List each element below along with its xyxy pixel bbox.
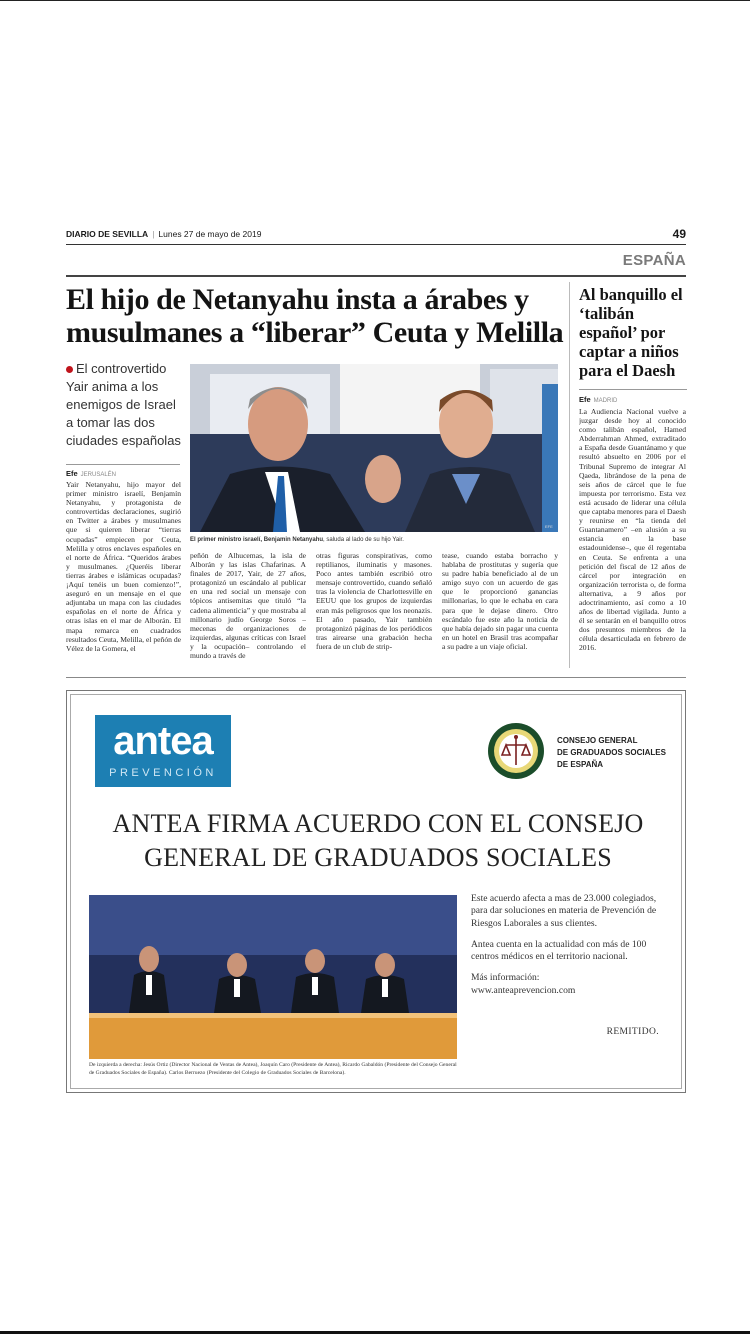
ad-photo xyxy=(89,895,457,1059)
article-byline xyxy=(66,469,116,478)
caption-bold: El primer ministro israelí, Benjamin Netanyahu xyxy=(190,537,324,543)
page-bottom-rule xyxy=(66,677,686,678)
issue-date: Lunes 27 de mayo de 2019 xyxy=(158,229,262,239)
page-header xyxy=(66,229,686,245)
sidebar-headline: Al banquillo el ‘talibán español’ por captar a niños para el Daesh xyxy=(579,285,683,380)
header-separator: | xyxy=(152,229,155,239)
sidebar-rule xyxy=(579,389,687,390)
advertisement-frame xyxy=(70,694,682,1089)
ad-photo-caption: De izquierda a derecha: Jesús Ortiz (Director Nacional de Ventas de Antea), Joaquín Caro (Presidente de Antea), Ricardo Gabaldón (Presidente del Consejo General de Graduados Sociales de España). Carlos Berruezo (Presidente del Colegio de Graduados Sociales de Barcelona). xyxy=(89,1062,457,1076)
consejo-line-1: CONSEJO GENERAL xyxy=(557,736,638,745)
logo-main-text: antea xyxy=(113,719,213,763)
ad-info-url[interactable]: www.anteaprevencion.com xyxy=(471,984,576,996)
byline-place: JERUSALÉN xyxy=(80,472,117,478)
article-photo xyxy=(190,364,558,532)
signing-photo-illustration xyxy=(89,895,457,1059)
ad-title-line-1: ANTEA FIRMA ACUERDO CON EL CONSEJO xyxy=(112,809,644,838)
remitido-label: REMITIDO. xyxy=(606,1027,659,1037)
sidebar-byline xyxy=(579,395,617,404)
top-edge xyxy=(0,0,750,1)
consejo-line-3: DE ESPAÑA xyxy=(557,760,604,769)
consejo-name xyxy=(557,735,677,771)
antea-logo xyxy=(95,715,231,787)
photo-caption xyxy=(190,537,558,543)
sidebar-byline-place: MADRID xyxy=(593,398,618,404)
byline-agency: Efe xyxy=(66,469,78,478)
article-column-2: peñón de Alhucemas, la isla de Alborán y las islas Chafarinas. A finales de 2017, Yair, de 27 años, protagonizó un escándalo al publicar en una red social un mensaje con tópicos antisemitas que tituló “la cadena alimenticia” y que mostraba al millonario judío George Soros –mecenas de organizaciones de izquierdas, algunas críticas con Israel y la ocupación– controlando el mundo a través de xyxy=(190,551,306,661)
ad-paragraph-1: Este acuerdo afecta a mas de 23.000 colegiados, para dar soluciones en materia de Prevención de Riesgos Laborales a sus clientes. xyxy=(471,893,657,929)
sidebar-byline-agency: Efe xyxy=(579,395,591,404)
subhead-text: El controvertido Yair anima a los enemigos de Israel a tomar las dos ciudades españolas xyxy=(66,361,181,448)
ad-info-label: Más información: xyxy=(471,972,540,984)
article-column-3: otras figuras conspirativas, como reptilianos, iluminatis y masones. Poco antes también escribió otro mensaje controvertido, cuando señaló tras la violencia de Charlottesville en EEUU que los grupos de izquierdas eran más peligrosos que los neonazis. El año pasado, Yair también protagonizó páginas de los periódicos tras airearse una grabación hecha fuera de un club de strip- xyxy=(316,551,432,651)
header-rule xyxy=(66,244,686,245)
caption-rest: , saluda al lado de su hijo Yair. xyxy=(323,537,404,543)
consejo-line-2: DE GRADUADOS SOCIALES xyxy=(557,748,666,757)
article-subhead xyxy=(66,360,184,450)
sidebar-body: La Audiencia Nacional vuelve a juzgar desde hoy al conocido como talibán español, Hamed Abderrahman Ahmed, extraditado a España desde Guantánamo y que resultó absuelto en 2006 por el Tribunal Supremo de integrar Al Qaeda, librándose de la pena de seis años de cárcel que le fue impuesta por terrorismo. Esta vez está acusado de liderar una célula que captaba menores para el Daesh y reunirse en “la tienda del Guantanamero” –en alusión a su estancia en la base estadounidense–, que él regentaba en Ceuta. Se enfrenta a una petición del fiscal de 12 años de cárcel por integración en organización terrorista o, de forma alternativa, a 9 años por adoctrinamiento, así como a 10 años de libertad vigilada. Junto a él se sentarán en el banquillo otros dos presuntos miembros de la célula desarticulada en febrero de 2016. xyxy=(579,407,686,653)
article-column-4: tease, cuando estaba borracho y hablaba de prostitutas y sugería que su padre había beneficiado al de un amigo suyo con un acuerdo de gas que le proporcionó ganancias millonarias, lo que le echaba en cara para que le dejase dinero. Otro escándalo fue este año la noticia de que había dejado sin pagar una cuenta en un hotel en Brasil tras acompañar a su padre a un viaje oficial. xyxy=(442,551,558,651)
photo-credit: EFE xyxy=(545,524,553,529)
ad-title-line-2: GENERAL DE GRADUADOS SOCIALES xyxy=(144,843,612,872)
section-rule xyxy=(66,275,686,277)
column-divider xyxy=(569,282,570,668)
bullet-dot-icon xyxy=(66,366,73,373)
newspaper-name: DIARIO DE SEVILLA xyxy=(66,229,149,239)
advertisement xyxy=(66,690,686,1093)
netanyahu-photo-illustration xyxy=(190,364,558,532)
main-headline: El hijo de Netanyahu insta a árabes y musulmanes a “liberar” Ceuta y Melilla xyxy=(66,283,564,349)
subhead-rule xyxy=(66,464,180,465)
section-label: ESPAÑA xyxy=(622,252,686,269)
article-column-1: Yair Netanyahu, hijo mayor del primer ministro israelí, Benjamín Netanyahu, y protagonista de controvertidas declaraciones, sugirió en Twitter a árabes y musulmanes que si quieren liberar “tierras ocupadas” empiecen por Ceuta, Melilla y otros enclaves españoles en el norte de África. “Queridos árabes y musulmanes. ¿Queréis liberar tierras árabes e islámicas ocupadas? ¡Aquí tenéis un buen comienzo!”, aseguró en un mensaje en el que adjuntaba un mapa con las ciudades españolas en el norte de África y otras islas en el mar de Alborán. El mapa remarca en cuadrados resultados Ceuta, Melilla, el peñón de Vélez de la Gomera, el xyxy=(66,480,181,653)
logo-sub-text: PREVENCIÓN xyxy=(109,767,217,779)
ad-paragraph-2: Antea cuenta en la actualidad con más de 100 centros médicos en el territorio nacional. xyxy=(471,938,647,963)
ad-title xyxy=(71,807,685,875)
ad-text xyxy=(471,893,671,997)
consejo-seal-icon xyxy=(486,721,546,781)
page-number: 49 xyxy=(672,227,686,241)
